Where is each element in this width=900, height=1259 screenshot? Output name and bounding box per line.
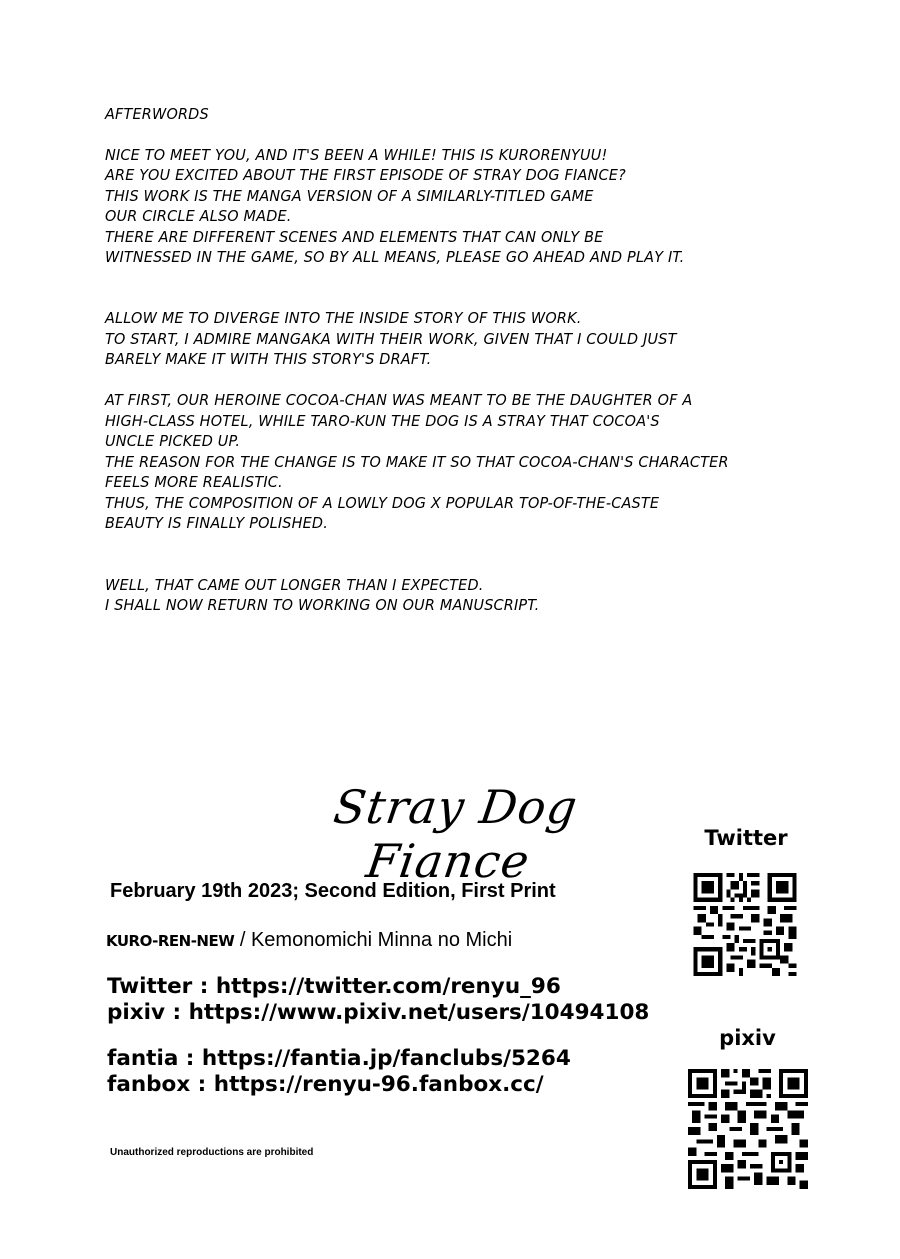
paragraph-closing (105, 575, 812, 616)
text-line: OUR CIRCLE ALSO MADE. (105, 207, 292, 225)
text-line: THIS WORK IS THE MANGA VERSION OF A SIMILARLY-TITLED GAME (105, 186, 594, 205)
text-line: THE REASON FOR THE CHANGE IS TO MAKE IT SO THAT COCOA-CHAN'S CHARACTER (105, 452, 729, 471)
fantia-link[interactable]: fantia : https://fantia.jp/fanclubs/5264 (107, 1046, 571, 1071)
text-line: THERE ARE DIFFERENT SCENES AND ELEMENTS THAT CAN ONLY BE (105, 227, 604, 246)
text-line: WELL, THAT CAME OUT LONGER THAN I EXPECTED. (105, 575, 484, 594)
stray-dog-fiance-logo: Stray Dog Fiance (330, 780, 582, 888)
text-line: ALLOW ME TO DIVERGE INTO THE INSIDE STORY OF THIS WORK. (105, 309, 582, 327)
text-line: WITNESSED IN THE GAME, SO BY ALL MEANS, PLEASE GO AHEAD AND PLAY IT. (105, 248, 685, 266)
text-line: I SHALL NOW RETURN TO WORKING ON OUR MANUSCRIPT. (105, 596, 540, 614)
afterwords-section (105, 104, 812, 636)
text-line: BEAUTY IS FINALLY POLISHED. (105, 514, 328, 532)
circle-credit (106, 929, 512, 952)
text-line: AT FIRST, OUR HEROINE COCOA-CHAN WAS MEANT TO BE THE DAUGHTER OF A (105, 391, 693, 409)
text-line: ARE YOU EXCITED ABOUT THE FIRST EPISODE OF STRAY DOG FIANCE? (105, 166, 626, 184)
copyright-notice: Unauthorized reproductions are prohibited (110, 1147, 314, 1158)
text-line: TO START, I ADMIRE MANGAKA WITH THEIR WORK, GIVEN THAT I COULD JUST (105, 329, 677, 348)
qr-code-icon (693, 873, 797, 976)
pixiv-link[interactable]: pixiv : https://www.pixiv.net/users/10494108 (107, 1000, 650, 1025)
pixiv-qr-code-icon[interactable] (688, 1068, 808, 1190)
text-line: THUS, THE COMPOSITION OF A LOWLY DOG X POPULAR TOP-OF-THE-CASTE (105, 493, 660, 512)
social-links (107, 974, 649, 1098)
text-line: UNCLE PICKED UP. (105, 432, 241, 450)
circle-brand-logo: KURO-REN-NEW (106, 932, 235, 950)
twitter-qr-code-icon[interactable] (693, 873, 797, 976)
paragraph-inside-story (105, 308, 812, 370)
circle-name: / Kemonomichi Minna no Michi (234, 929, 513, 951)
text-line: BARELY MAKE IT WITH THIS STORY'S DRAFT. (105, 350, 432, 368)
text-line: NICE TO MEET YOU, AND IT'S BEEN A WHILE! THIS IS KURORENYUU! (105, 145, 608, 164)
fanbox-link[interactable]: fanbox : https://renyu-96.fanbox.cc/ (107, 1072, 544, 1097)
paragraph-greeting (105, 145, 812, 268)
edition-info: February 19th 2023; Second Edition, First Print (110, 880, 556, 902)
afterwords-title: AFTERWORDS (105, 105, 209, 123)
text-line: HIGH-CLASS HOTEL, WHILE TARO-KUN THE DOG IS A STRAY THAT COCOA'S (105, 411, 660, 430)
pixiv-qr-label: pixiv (719, 1026, 776, 1050)
twitter-qr-label: Twitter (704, 826, 788, 850)
twitter-link[interactable]: Twitter : https://twitter.com/renyu_96 (107, 974, 561, 999)
qr-code-icon (688, 1068, 808, 1190)
text-line: FEELS MORE REALISTIC. (105, 473, 283, 491)
paragraph-character-changes (105, 390, 812, 534)
